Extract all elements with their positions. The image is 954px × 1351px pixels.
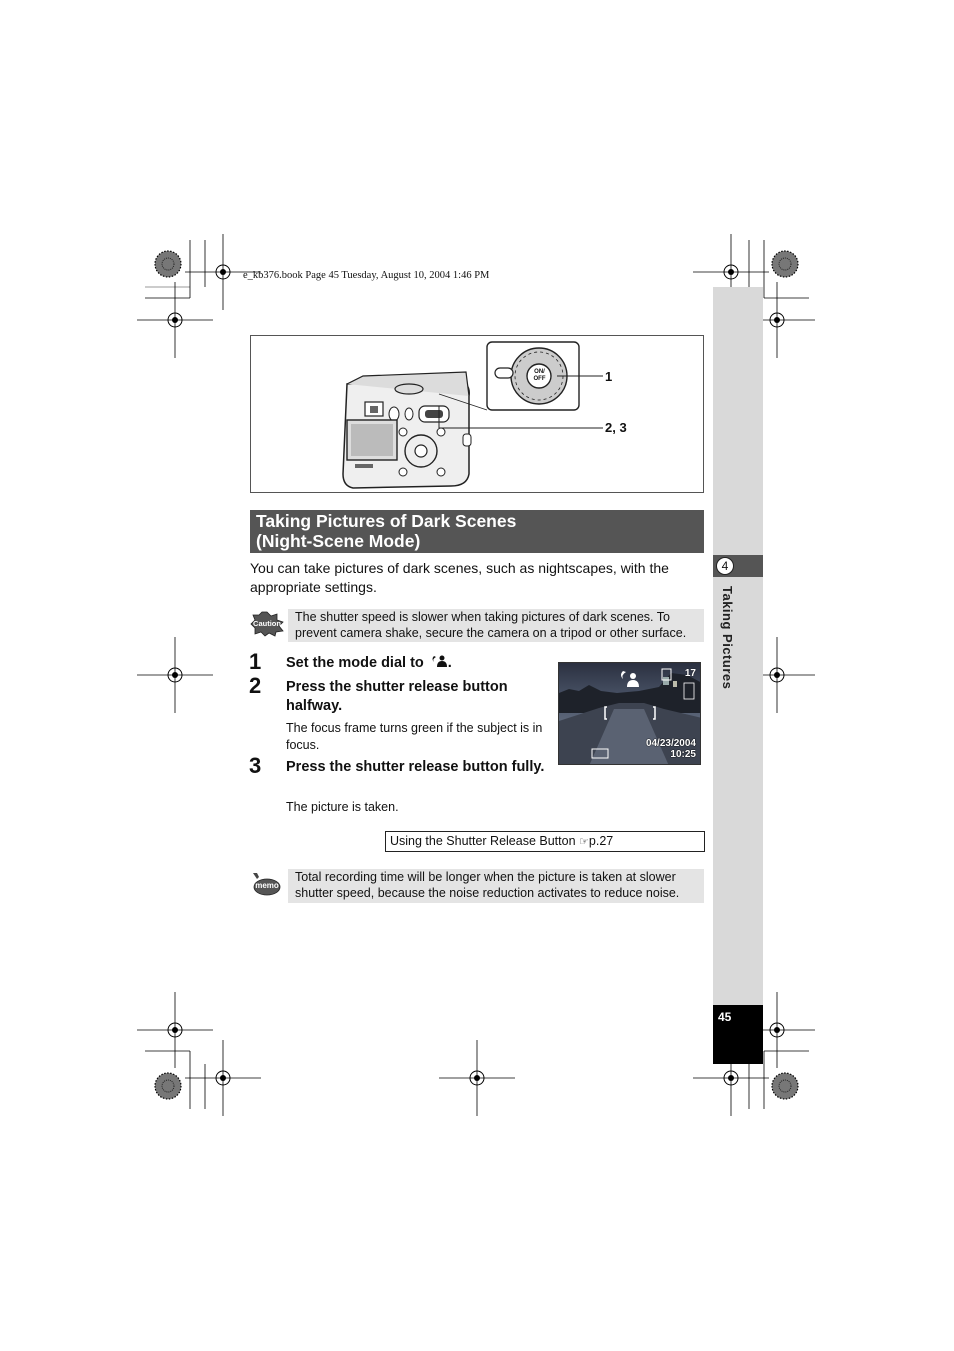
step-2-number: 2 bbox=[249, 673, 262, 698]
caution-icon-text: Caution bbox=[253, 619, 281, 628]
lcd-datetime bbox=[646, 738, 696, 760]
page-reference-icon: ☞ bbox=[579, 835, 589, 848]
callout-2-3: 2, 3 bbox=[605, 420, 627, 435]
camera-figure bbox=[250, 335, 704, 493]
intro-text: You can take pictures of dark scenes, such as nightscapes, with the appropriate settings. bbox=[250, 560, 669, 595]
lcd-preview bbox=[558, 662, 701, 765]
section-title-line2: (Night-Scene Mode) bbox=[256, 531, 421, 551]
chapter-number: 4 bbox=[716, 557, 734, 575]
lcd-shots-remaining: 17 bbox=[684, 668, 696, 679]
caution-note: The shutter speed is slower when taking pictures of dark scenes. To prevent camera shake, secure the camera on a tripod or other surface. bbox=[288, 609, 704, 642]
memo-note: Total recording time will be longer when the picture is taken at slower shutter speed, because the noise reduction activates to reduce noise. bbox=[288, 869, 704, 903]
step-1-number: 1 bbox=[249, 649, 262, 674]
reference-box bbox=[385, 831, 705, 852]
step-2-desc: The focus frame turns green if the subject is in focus. bbox=[286, 721, 543, 752]
step-1-title-text: Set the mode dial to bbox=[286, 655, 424, 671]
lcd-date: 04/23/2004 bbox=[645, 738, 696, 749]
memo-icon-text: memo bbox=[255, 881, 279, 890]
section-title bbox=[250, 510, 704, 553]
step-3-number: 3 bbox=[249, 753, 262, 778]
step-3-desc: The picture is taken. bbox=[286, 800, 399, 814]
lcd-time: 10:25 bbox=[670, 749, 696, 760]
caution-icon bbox=[250, 611, 284, 637]
step-2-title: Press the shutter release button halfway. bbox=[286, 679, 508, 714]
step-3-title: Press the shutter release button fully. bbox=[286, 759, 545, 775]
callout-1: 1 bbox=[605, 369, 613, 384]
reference-text: Using the Shutter Release Button bbox=[390, 834, 576, 848]
print-header: e_kb376.book Page 45 Tuesday, August 10, 2004 1:46 PM bbox=[243, 270, 490, 281]
night-scene-icon bbox=[430, 654, 448, 668]
section-title-line1: Taking Pictures of Dark Scenes bbox=[256, 511, 517, 531]
memo-icon bbox=[250, 871, 282, 897]
chapter-label: Taking Pictures bbox=[720, 586, 735, 690]
camera-illustration bbox=[251, 336, 705, 494]
page-number: 45 bbox=[718, 1010, 732, 1024]
dial-label: ON/ OFF bbox=[533, 369, 546, 382]
reference-page[interactable]: p.27 bbox=[588, 834, 614, 848]
step-1-title: Set the mode dial to . bbox=[286, 655, 452, 671]
